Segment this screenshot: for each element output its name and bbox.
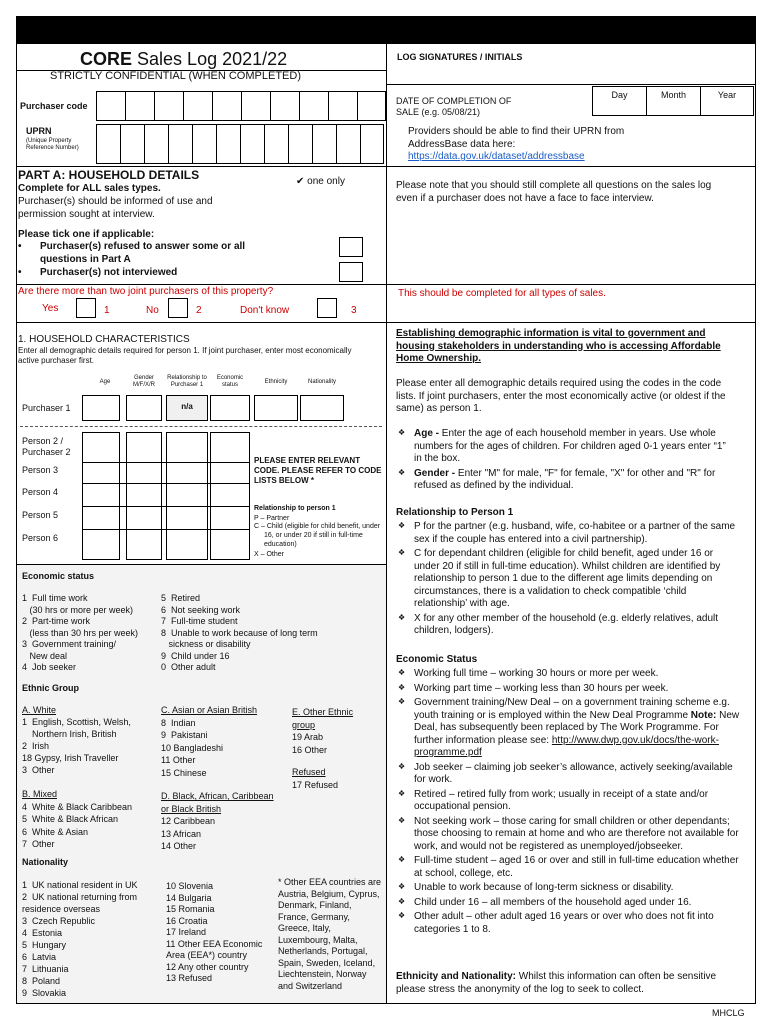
black-title: D. Black, African, Caribbean or Black British bbox=[161, 791, 274, 814]
nationality-code: 2 UK national returning from bbox=[22, 892, 138, 902]
nationality-code: residence overseas bbox=[22, 904, 101, 914]
col-age: Age bbox=[99, 379, 111, 385]
age-bold: Age - bbox=[414, 428, 439, 439]
ethnic-code: 16 Other bbox=[292, 744, 328, 755]
ethnic-code: 17 Refused bbox=[292, 779, 339, 790]
enter-code-note: PLEASE ENTER RELEVANT CODE. PLEASE REFER TO CODE LISTS BELOW * bbox=[254, 456, 382, 485]
ethnic-code: 9 Pakistani bbox=[161, 730, 208, 740]
person-6-label: Person 6 bbox=[22, 533, 59, 543]
asian-title: C. Asian or Asian British bbox=[161, 705, 258, 715]
all-sales-note: This should be completed for all types of sales. bbox=[398, 288, 606, 299]
ethnic-code: 4 White & Black Caribbean bbox=[22, 801, 133, 812]
econ-code: 0 Other adult bbox=[161, 662, 216, 672]
rel-heading: Relationship to Person 1 bbox=[396, 507, 514, 518]
uprn-label: UPRN bbox=[26, 126, 52, 136]
joint-no-label: No bbox=[146, 305, 159, 316]
ethnic-code: 7 Other bbox=[22, 839, 55, 849]
informed-note: Purchaser(s) should be informed of use and permission sought at interview. bbox=[18, 196, 213, 220]
tick-item-not-interviewed: • Purchaser(s) not interviewed bbox=[18, 267, 288, 280]
rel-title: Relationship to person 1 bbox=[254, 505, 336, 512]
log-signatures: LOG SIGNATURES / INITIALS bbox=[397, 52, 523, 62]
ethnicity-nationality-note bbox=[396, 971, 741, 996]
footer-mhclg: MHCLG bbox=[712, 1008, 745, 1018]
ethnic-code: Northern Irish, British bbox=[22, 729, 117, 739]
eth-bold: Ethnicity and Nationality: bbox=[396, 971, 517, 982]
gender-text: Enter "M" for male, "F" for female, "X" for other and "R" for refused as defined by the individual. bbox=[414, 467, 716, 491]
household-chars-title: 1. HOUSEHOLD CHARACTERISTICS bbox=[18, 334, 190, 345]
mixed-group bbox=[22, 788, 132, 851]
nationality-code: 1 UK national resident in UK bbox=[22, 880, 138, 890]
persons-economic-column[interactable] bbox=[210, 432, 250, 560]
persons-age-column[interactable] bbox=[82, 432, 120, 560]
ethnic-code: 18 Gypsy, Irish Traveller bbox=[22, 753, 119, 763]
econ-code: 7 Full-time student bbox=[161, 616, 238, 626]
persons-relationship-column[interactable] bbox=[166, 432, 208, 560]
econ-heading: Economic Status bbox=[396, 654, 478, 665]
rel-partner: P – Partner bbox=[254, 515, 290, 522]
title-bold: CORE bbox=[80, 49, 133, 69]
eea-note: * Other EEA countries are Austria, Belgium, Cyprus, Denmark, Finland, France, Germany, Greece, Italy, Luxembourg, Malta, Netherlands, Portugal, Spain, Sweden, Iceland, Liechtenstein, Norway and Switzerland bbox=[278, 877, 382, 991]
codes-note: Please enter all demographic details required using the codes in the code lists. If joint purchasers, enter the most economically active (or oldest if the same) as person 1. bbox=[396, 378, 726, 414]
ethnic-code: 8 Indian bbox=[161, 717, 196, 728]
econ-code: 1 Full time work bbox=[22, 593, 88, 603]
nationality-code: 16 Croatia bbox=[166, 915, 208, 926]
person-2-label: Person 2 / Purchaser 2 bbox=[22, 436, 71, 458]
ethnic-code: 15 Chinese bbox=[161, 767, 207, 778]
nationality-code: Area (EEA*) country bbox=[166, 950, 248, 960]
work-programme-link[interactable]: http://www.dwp.gov.uk/docs/the-work-programme.pdf bbox=[414, 734, 719, 758]
gender-bold: Gender - bbox=[414, 467, 456, 479]
refused-checkbox[interactable] bbox=[339, 237, 363, 257]
econ-item: ❖ Full-time student – aged 16 or over and still in full-time education whether at school, college, etc. bbox=[396, 855, 741, 880]
econ-codes-right bbox=[161, 593, 318, 674]
asian-group bbox=[161, 704, 257, 779]
demographic-heading: Establishing demographic information is vital to government and housing stakeholders in understanding who is accessing Affordable Home Ownership. bbox=[396, 328, 721, 364]
addressbase-link[interactable]: https://data.gov.uk/dataset/addressbase bbox=[408, 151, 585, 162]
other-title: E. Other Ethnic group bbox=[292, 707, 354, 730]
nationality-code: 9 Slovakia bbox=[22, 988, 67, 998]
econ-gov-text: Government training/New Deal – on a government training scheme e.g. youth training or is employed within the New Deal Programme bbox=[414, 697, 730, 721]
complete-all-note: Complete for ALL sales types. bbox=[18, 183, 161, 194]
white-group bbox=[22, 704, 131, 776]
econ-code: New deal bbox=[22, 650, 68, 661]
econ-code: 3 Government training/ bbox=[22, 639, 117, 649]
col-economic: Economic status bbox=[216, 375, 244, 389]
other-group bbox=[292, 706, 370, 756]
nationality-code: 10 Slovenia bbox=[166, 881, 214, 891]
nationality-code: 11 Other EEA Economic bbox=[166, 938, 263, 949]
p1-gender[interactable] bbox=[126, 395, 162, 421]
econ-item: ❖ Retired – retired fully from work; usually in receipt of a state and/or occupational pension. bbox=[396, 789, 741, 814]
part-a-title: PART A: HOUSEHOLD DETAILS bbox=[18, 168, 200, 182]
p1-na: n/a bbox=[181, 402, 193, 411]
joint-dk-box[interactable] bbox=[317, 298, 337, 318]
face-to-face-note: Please note that you should still complete all questions on the sales log even if a purchaser does not have a face to face interview. bbox=[396, 180, 712, 204]
ethnic-code: 14 Other bbox=[161, 841, 197, 851]
p1-relationship bbox=[166, 395, 208, 421]
econ-item: ❖ Working part time – working less than 30 hours per week. bbox=[396, 683, 741, 696]
joint-no-code: 2 bbox=[196, 305, 202, 316]
ethnic-code: 2 Irish bbox=[22, 741, 50, 751]
ethnic-code: 5 White & Black African bbox=[22, 814, 119, 824]
col-relationship: Relationship to Purchaser 1 bbox=[167, 375, 207, 389]
person-4-label: Person 4 bbox=[22, 487, 59, 497]
joint-question: Are there more than two joint purchasers of this property? bbox=[18, 286, 274, 297]
uprn-sublabel: (Unique Property Reference Number) bbox=[26, 138, 79, 152]
nationality-mid bbox=[166, 881, 262, 985]
nationality-code: 8 Poland bbox=[22, 976, 61, 986]
ethnic-code: 3 Other bbox=[22, 765, 55, 775]
purchaser-1-label: Purchaser 1 bbox=[22, 403, 71, 413]
age-guidance bbox=[396, 428, 736, 466]
age-gender-list bbox=[396, 428, 736, 495]
col-nationality: Nationality bbox=[307, 379, 336, 385]
eth-text: Whilst this information can often be sensitive please stress the anonymity of the log to seek to collect. bbox=[396, 971, 717, 995]
econ-item: ❖ Child under 16 – all members of the household aged under 16. bbox=[396, 897, 741, 910]
ethnic-code: 10 Bangladeshi bbox=[161, 742, 224, 753]
nationality-code: 15 Romania bbox=[166, 904, 215, 914]
nationality-code: 14 Bulgaria bbox=[166, 892, 212, 903]
econ-list bbox=[396, 668, 741, 938]
ethnic-code: 11 Other bbox=[161, 755, 196, 765]
joint-no-box[interactable] bbox=[168, 298, 188, 318]
household-chars-intro: Enter all demographic details required for person 1. If joint purchaser, enter most economically active purchaser first. bbox=[18, 346, 352, 365]
econ-code: 2 Part-time work bbox=[22, 616, 91, 626]
purchaser-code-input[interactable] bbox=[96, 91, 386, 121]
econ-item: ❖ Not seeking work – those caring for small children or other dependants; those choosing to remain at home and who are therefore not available for work, and would not be registered as unemployed/jobseeker. bbox=[396, 816, 741, 854]
purchaser-code-label: Purchaser code bbox=[20, 101, 88, 111]
econ-item: ❖ Unable to work because of long-term sickness or disability. bbox=[396, 882, 741, 895]
nationality-code: 17 Ireland bbox=[166, 927, 207, 937]
tick-item-refused-text: Purchaser(s) refused to answer some or all questions in Part A bbox=[40, 241, 246, 265]
p1-economic[interactable] bbox=[210, 395, 250, 421]
top-bar bbox=[16, 16, 756, 44]
econ-code: 8 Unable to work because of long term bbox=[161, 627, 318, 638]
gender-guidance bbox=[396, 468, 736, 493]
ethnic-code: 6 White & Asian bbox=[22, 826, 89, 837]
joint-yes-code: 1 bbox=[104, 305, 110, 316]
econ-item-gov bbox=[396, 697, 741, 760]
title-rest: Sales Log 2021/22 bbox=[137, 49, 288, 69]
mixed-title: B. Mixed bbox=[22, 789, 58, 799]
nationality-code: 6 Latvia bbox=[22, 952, 57, 962]
completion-date-input[interactable] bbox=[592, 86, 754, 116]
form-title bbox=[80, 48, 287, 71]
nationality-code: 4 Estonia bbox=[22, 928, 63, 938]
joint-yes-label: Yes bbox=[42, 303, 59, 314]
joint-dk-label: Don't know bbox=[240, 305, 290, 316]
p1-age[interactable] bbox=[82, 395, 120, 421]
econ-code: sickness or disability bbox=[161, 639, 251, 649]
joint-yes-box[interactable] bbox=[76, 298, 96, 318]
nationality-code: 5 Hungary bbox=[22, 940, 67, 950]
p1-ethnicity[interactable] bbox=[254, 395, 298, 421]
white-title: A. White bbox=[22, 705, 57, 715]
econ-code: (less than 30 hrs per week) bbox=[22, 627, 139, 638]
tick-item-not-interviewed-text: Purchaser(s) not interviewed bbox=[40, 267, 178, 278]
col-ethnicity: Ethnicity bbox=[264, 379, 288, 385]
note-text: New Deal, has subsequently been replaced by The Work Programme. For further information please see: bbox=[414, 709, 740, 746]
p1-nationality[interactable] bbox=[300, 395, 344, 421]
age-text: Enter the age of each household member in years. Use whole numbers for the ages of children. For children aged 0-1 years enter “1” in the box. bbox=[414, 428, 726, 464]
econ-item: ❖ Job seeker – claiming job seeker’s allowance, actively seeking/available for work. bbox=[396, 762, 741, 787]
econ-status-title: Economic status bbox=[22, 571, 95, 581]
econ-code: 5 Retired bbox=[161, 593, 201, 603]
refused-title: Refused bbox=[292, 767, 326, 777]
nationality-title: Nationality bbox=[22, 857, 69, 867]
econ-code: (30 hrs or more per week) bbox=[22, 604, 134, 615]
nationality-code: 3 Czech Republic bbox=[22, 916, 96, 926]
joint-dk-code: 3 bbox=[351, 305, 357, 316]
ethnic-code: 13 African bbox=[161, 828, 202, 839]
econ-item: ❖ Working full time – working 30 hours or more per week. bbox=[396, 668, 741, 681]
person-3-label: Person 3 bbox=[22, 465, 59, 475]
person-5-label: Person 5 bbox=[22, 510, 59, 520]
confidential-note: STRICTLY CONFIDENTIAL (WHEN COMPLETED) bbox=[50, 70, 301, 82]
rel-item: ❖ P for the partner (e.g. husband, wife, co-habitee or a partner of the same sex if the couple has entered into a civil partnership). bbox=[396, 521, 741, 546]
econ-codes-left bbox=[22, 593, 138, 674]
year-label: Year bbox=[717, 90, 737, 100]
tick-heading: Please tick one if applicable: bbox=[18, 229, 155, 240]
ethnic-code: 1 English, Scottish, Welsh, bbox=[22, 717, 131, 727]
rel-item: ❖ C for dependant children (eligible for child benefit, aged under 16 or under 20 if still in full-time education). Whilst children are identified by relationship to person 1 due to the different age limits depending on circumstances, there is a validation to check compatible ‘child relationship’ with age. bbox=[396, 548, 741, 611]
rel-child: C – Child (eligible for child benefit, under 16, or under 20 if still in full-time education) bbox=[254, 523, 381, 548]
nationality-code: 7 Lithuania bbox=[22, 964, 69, 974]
econ-code: 4 Job seeker bbox=[22, 662, 77, 672]
completion-date-label: DATE OF COMPLETION OF SALE (e.g. 05/08/21) bbox=[396, 96, 512, 118]
nationality-code: 12 Any other country bbox=[166, 961, 249, 972]
nationality-code: 13 Refused bbox=[166, 973, 213, 983]
ethnic-group-title: Ethnic Group bbox=[22, 683, 79, 693]
rel-other: X – Other bbox=[254, 551, 284, 558]
persons-gender-column[interactable] bbox=[126, 432, 162, 560]
ethnic-code: 19 Arab bbox=[292, 732, 324, 742]
one-only-note: ✔ one only bbox=[296, 176, 345, 187]
col-gender: Gender M/F/X/R bbox=[133, 375, 155, 389]
uprn-note-text: Providers should be able to find their UPRN from AddressBase data here: bbox=[408, 126, 625, 150]
uprn-note bbox=[408, 126, 678, 164]
not-interviewed-checkbox[interactable] bbox=[339, 262, 363, 282]
rel-list bbox=[396, 521, 741, 640]
uprn-input[interactable] bbox=[96, 124, 386, 164]
refused-group bbox=[292, 766, 338, 791]
day-label: Day bbox=[611, 90, 628, 100]
econ-code: 9 Child under 16 bbox=[161, 650, 230, 661]
ethnic-code: 12 Caribbean bbox=[161, 816, 216, 826]
nationality-left bbox=[22, 879, 138, 999]
tick-item-refused: • Purchaser(s) refused to answer some or all questions in Part A bbox=[18, 241, 288, 266]
month-label: Month bbox=[660, 90, 686, 100]
econ-item: ❖ Other adult – other adult aged 16 years or over who does not fit into categories 1 to 8. bbox=[396, 911, 741, 936]
rel-item: ❖ X for any other member of the household (e.g. elderly relatives, adult children, lodgers). bbox=[396, 613, 741, 638]
black-group bbox=[161, 790, 281, 853]
note-bold: Note: bbox=[690, 709, 717, 721]
econ-code: 6 Not seeking work bbox=[161, 604, 241, 615]
